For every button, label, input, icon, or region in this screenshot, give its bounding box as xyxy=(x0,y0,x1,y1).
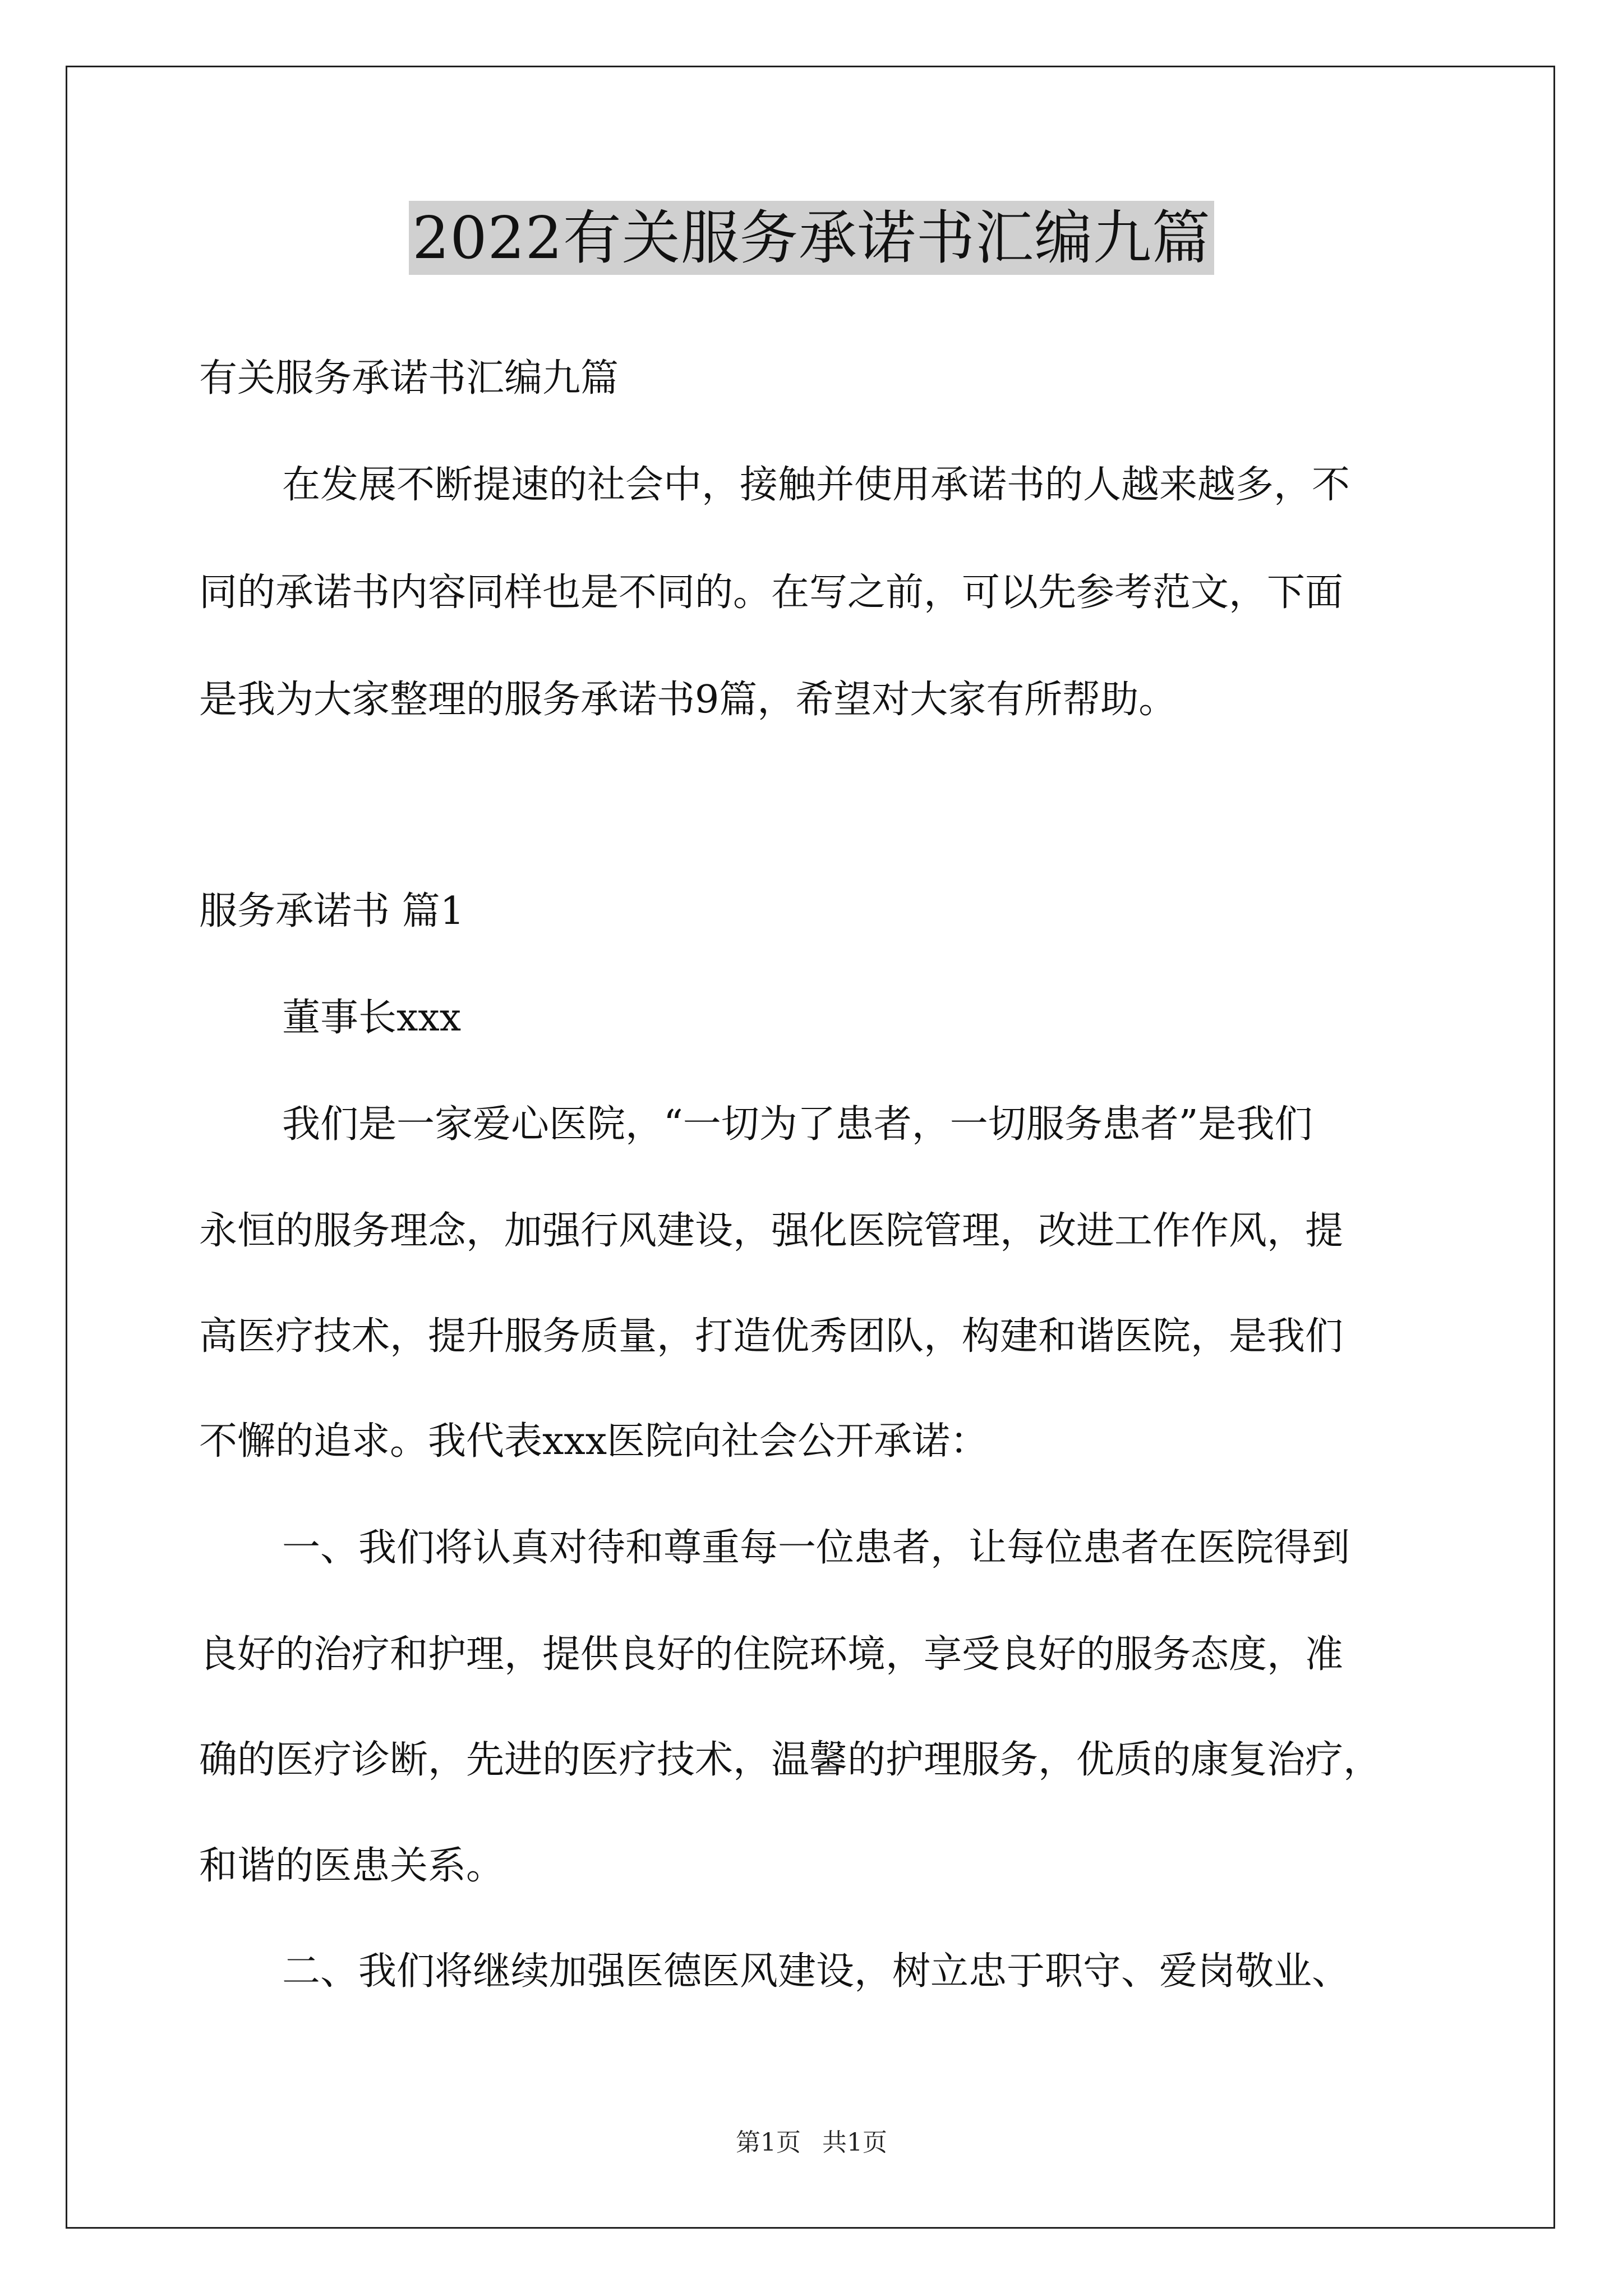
page-number: 第1页 xyxy=(736,2128,801,2157)
paragraph-line: 确的医疗诊断，先进的医疗技术，温馨的护理服务，优质的康复治疗， xyxy=(199,1738,1382,1782)
paragraph-line: 在发展不断提速的社会中，接触并使用承诺书的人越来越多，不 xyxy=(282,463,1350,507)
document-title: 2022有关服务承诺书汇编九篇 xyxy=(409,201,1214,275)
page-footer xyxy=(0,2126,1623,2160)
title-container xyxy=(0,201,1623,275)
paragraph-line: 良好的治疗和护理，提供良好的住院环境，享受良好的服务态度，准 xyxy=(199,1632,1344,1677)
section-heading: 服务承诺书 篇1 xyxy=(199,889,464,933)
paragraph-line: 二、我们将继续加强医德医风建设，树立忠于职守、爱岗敬业、 xyxy=(282,1949,1350,1994)
paragraph-line: 永恒的服务理念，加强行风建设，强化医院管理，改进工作作风，提 xyxy=(199,1209,1344,1253)
paragraph-line: 是我为大家整理的服务承诺书9篇，希望对大家有所帮助。 xyxy=(199,678,1177,722)
paragraph-line: 一、我们将认真对待和尊重每一位患者，让每位患者在医院得到 xyxy=(282,1526,1350,1570)
page-total: 共1页 xyxy=(822,2128,887,2157)
paragraph-line: 高医疗技术，提升服务质量，打造优秀团队，构建和谐医院，是我们 xyxy=(199,1314,1344,1359)
salutation-line: 董事长xxx xyxy=(282,996,462,1040)
paragraph-line: 我们是一家爱心医院，“一切为了患者，一切服务患者”是我们 xyxy=(282,1102,1313,1147)
subtitle-line: 有关服务承诺书汇编九篇 xyxy=(199,356,619,401)
paragraph-line: 不懈的追求。我代表xxx医院向社会公开承诺： xyxy=(199,1419,989,1464)
paragraph-line: 和谐的医患关系。 xyxy=(199,1844,505,1888)
paragraph-line: 同的承诺书内容同样也是不同的。在写之前，可以先参考范文，下面 xyxy=(199,570,1344,615)
